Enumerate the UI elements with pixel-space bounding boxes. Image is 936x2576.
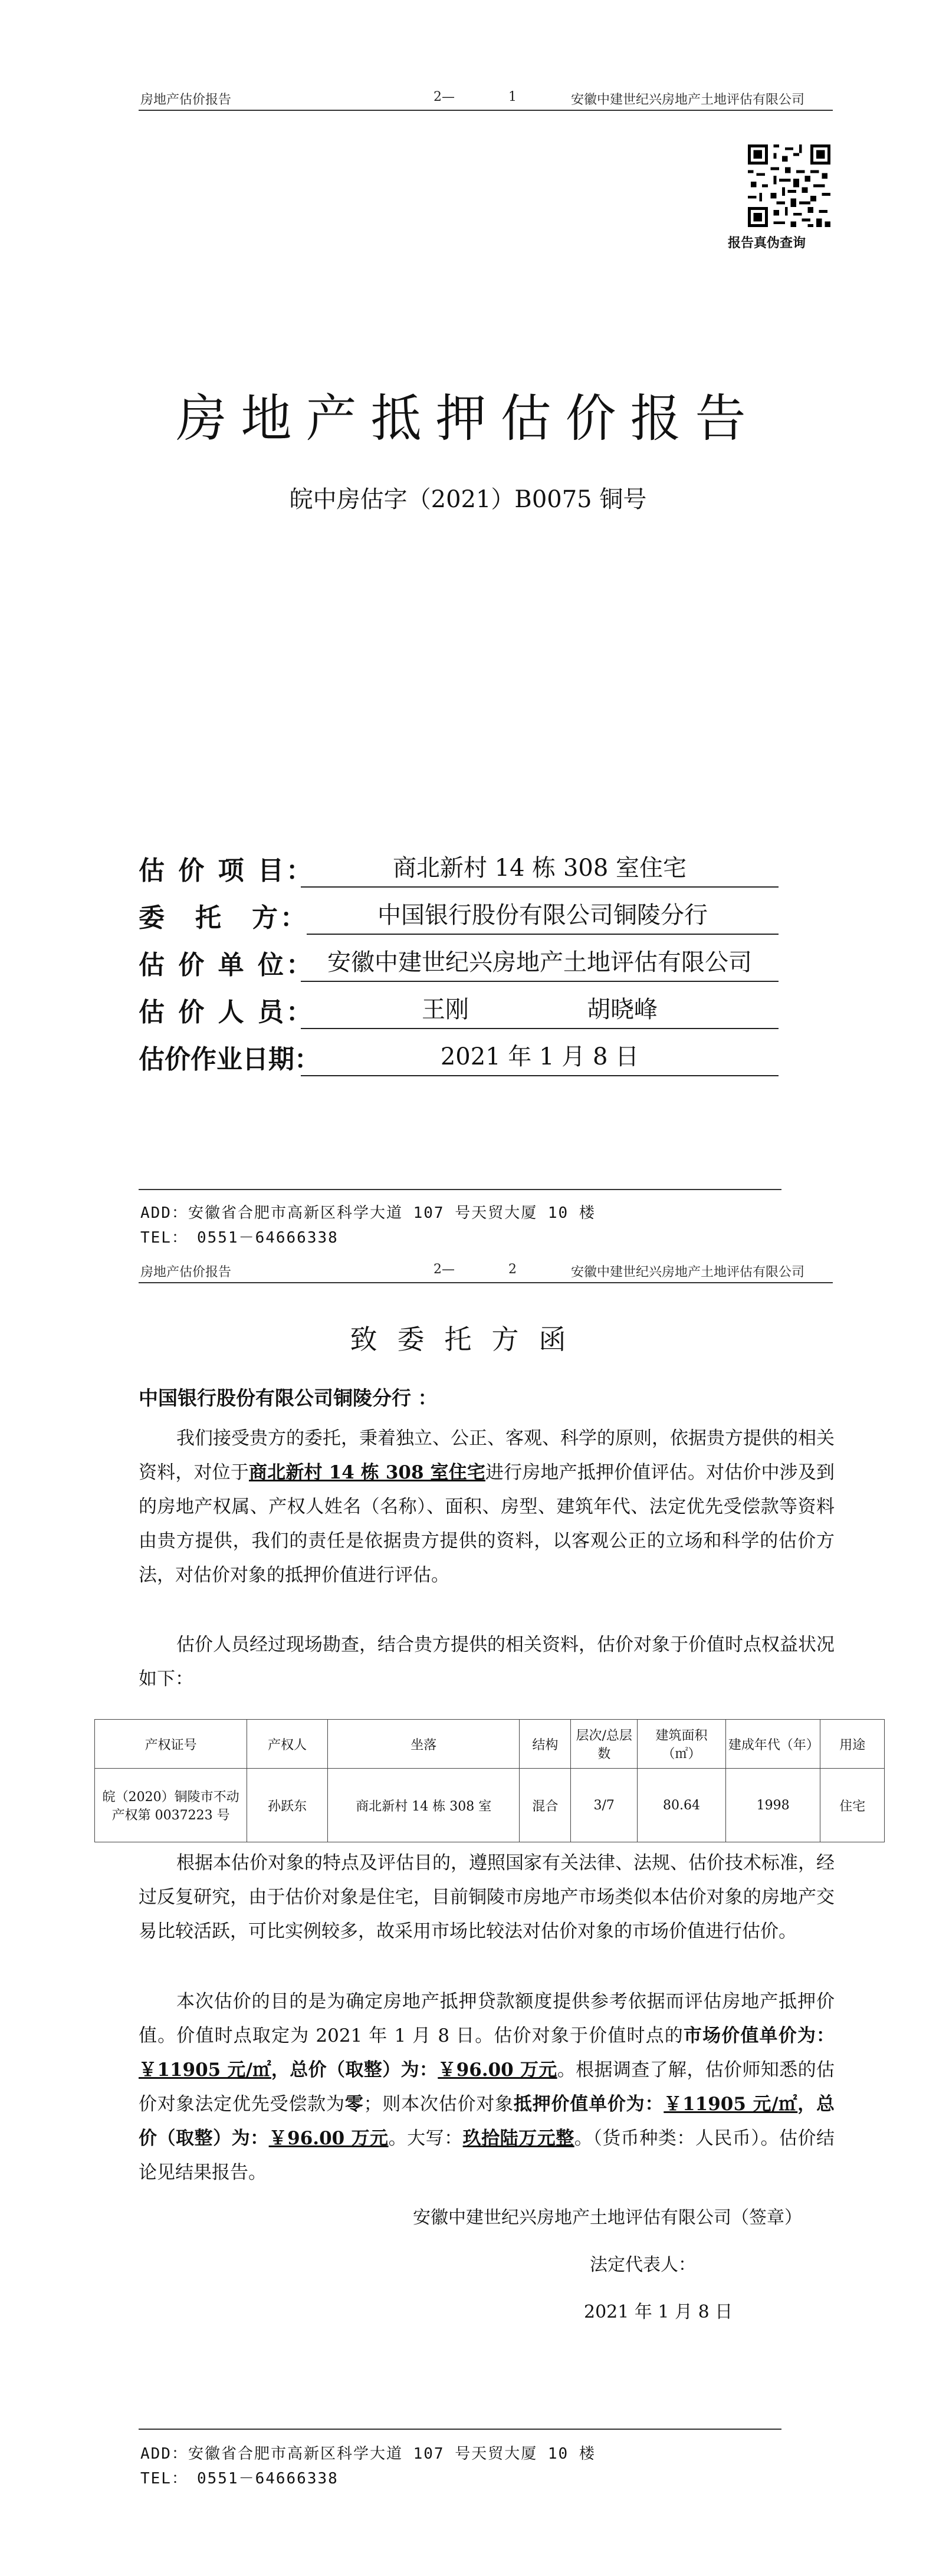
report-title: 房地产抵押估价报告 <box>176 389 760 448</box>
value-mortgage-total: ￥96.00 万元 <box>268 2128 389 2149</box>
signature-representative: 法定代表人： <box>590 2255 696 2275</box>
paragraph-methodology: 根据本估价对象的特点及评估目的，遵照国家有关法律、法规、估价技术标准，经过反复研究，由于估价对象是住宅，目前铜陵市房地产市场类似本估价对象的房地产交易比较活跃，可比实例较多，故采用市场比较法对估价对象的市场价值进行估价。 <box>139 1852 835 1942</box>
page-header-left: 房地产估价报告 <box>140 93 232 107</box>
footer-address: ADD：安徽省合肥市高新区科学大道 107 号天贸大厦 10 楼 <box>140 1204 596 1222</box>
value-mortgage-unit-price: ￥11905 元/㎡ <box>664 2094 798 2115</box>
table-cell: 孙跃东 <box>247 1769 328 1842</box>
table-cell: 1998 <box>725 1769 820 1842</box>
paragraph-conclusion <box>139 1984 835 2190</box>
info-value-appraiser: 安徽中建世纪兴房地产土地评估有限公司 <box>301 944 779 982</box>
footer-rule <box>139 1189 781 1190</box>
property-table <box>94 1719 885 1842</box>
report-number: 皖中房估字（2021）B0075 铜号 <box>289 486 647 513</box>
table-cell: 混合 <box>520 1769 571 1842</box>
page-header-total: 2— <box>433 1262 455 1277</box>
page-header-total: 2— <box>433 90 455 104</box>
page-header-number: 1 <box>508 90 517 104</box>
paragraph-text: ；则本次估价对象 <box>363 2094 514 2115</box>
value-amount-in-words: 玖拾陆万元整 <box>462 2128 574 2149</box>
letter-title: 致委托方函 <box>350 1323 586 1355</box>
footer-telephone: TEL： 0551－64666338 <box>140 1229 339 1247</box>
qr-caption: 报告真伪查询 <box>728 235 806 251</box>
qr-code-icon <box>748 144 830 227</box>
signature-company: 安徽中建世纪兴房地产土地评估有限公司（签章） <box>413 2207 802 2228</box>
page-header-left: 房地产估价报告 <box>140 1265 232 1280</box>
footer-telephone: TEL： 0551－64666338 <box>140 2470 339 2488</box>
table-cell: 商北新村 14 栋 308 室 <box>327 1769 520 1842</box>
page-header-right: 安徽中建世纪兴房地产土地评估有限公司 <box>571 93 805 107</box>
table-cell: 80.64 <box>638 1769 726 1842</box>
paragraph-text: 。大写： <box>388 2128 463 2149</box>
value-market-total: ￥96.00 万元 <box>438 2059 557 2081</box>
header-rule <box>139 110 833 111</box>
footer-address: ADD：安徽省合肥市高新区科学大道 107 号天贸大厦 10 楼 <box>140 2445 596 2463</box>
paragraph-text: 进行房地产抵押价值评估。对估价中涉及到的房地产权属、产权人姓名（名称）、面积、房型、建筑年代、法定优先受偿款等资料由贵方提供，我们的责任是依据贵方提供的资料，以客观公正的立场和科学的估价方法，对估价对象的抵押价值进行评估。 <box>139 1462 835 1586</box>
column-header: 结构 <box>520 1720 571 1769</box>
info-value-date: 2021 年 1 月 8 日 <box>301 1038 779 1076</box>
table-cell: 3/7 <box>571 1769 638 1842</box>
column-header: 建筑面积（㎡） <box>638 1720 726 1769</box>
paragraph-engagement <box>139 1421 835 1592</box>
label-mortgage-unit-price: 抵押价值单价为： <box>513 2094 664 2115</box>
info-label-date: 估价作业日期： <box>139 1044 320 1075</box>
table-cell: 皖（2020）铜陵市不动产权第 0037223 号 <box>95 1769 247 1842</box>
value-priority-payment: 零 <box>344 2094 364 2115</box>
column-header: 建成年代（年） <box>725 1720 820 1769</box>
paragraph-text: 。（货币种类：人民币）。估价结论见结果报告。 <box>139 2128 835 2183</box>
info-label-client: 委 托 方： <box>139 903 308 933</box>
page-header-number: 2 <box>508 1262 517 1277</box>
letter-addressee: 中国银行股份有限公司铜陵分行 ： <box>139 1386 438 1409</box>
paragraph-text: 。根据调查了解，估价师知悉的估价对象法定优先受偿款为 <box>139 2059 835 2115</box>
column-header: 产权人 <box>247 1720 328 1769</box>
footer-rule <box>139 2429 781 2430</box>
info-label-appraiser: 估 价 单 位： <box>139 950 314 980</box>
column-header: 坐落 <box>327 1720 520 1769</box>
info-value-project: 商北新村 14 栋 308 室住宅 <box>301 849 779 888</box>
header-rule <box>139 1282 833 1283</box>
table-cell: 住宅 <box>820 1769 885 1842</box>
table-row <box>95 1769 885 1842</box>
info-label-project: 估 价 项 目： <box>139 856 314 886</box>
column-header: 层次/总层数 <box>571 1720 638 1769</box>
paragraph-inspection: 估价人员经过现场勘查，结合贵方提供的相关资料，估价对象于价值时点权益状况如下： <box>139 1634 835 1690</box>
property-name: 商北新村 14 栋 308 室住宅 <box>249 1462 486 1483</box>
paragraph-text: 本次估价的目的是为确定房地产抵押贷款额度提供参考依据而评估房地产抵押价值。价值时点取定为 2021 年 1 月 8 日。估价对象于价值时点的 <box>139 1991 835 2046</box>
page-header-right: 安徽中建世纪兴房地产土地评估有限公司 <box>571 1265 805 1280</box>
table-header-row <box>95 1720 885 1769</box>
label-market-total: ，总价（取整）为： <box>271 2059 438 2081</box>
info-label-personnel: 估 价 人 员： <box>139 997 314 1027</box>
label-market-unit-price: 市场价值单价为： <box>683 2025 835 2046</box>
label-mortgage-total: ，总价（取整）为： <box>139 2094 835 2149</box>
info-value-personnel: 王刚 胡晓峰 <box>301 991 779 1029</box>
column-header: 用途 <box>820 1720 885 1769</box>
signature-date: 2021 年 1 月 8 日 <box>584 2302 733 2322</box>
paragraph-text: 我们接受贵方的委托，秉着独立、公正、客观、科学的原则，依据贵方提供的相关资料，对位于 <box>139 1428 835 1483</box>
value-market-unit-price: ￥11905 元/㎡ <box>139 2059 271 2081</box>
info-value-client: 中国银行股份有限公司铜陵分行 <box>307 896 779 935</box>
column-header: 产权证号 <box>95 1720 247 1769</box>
